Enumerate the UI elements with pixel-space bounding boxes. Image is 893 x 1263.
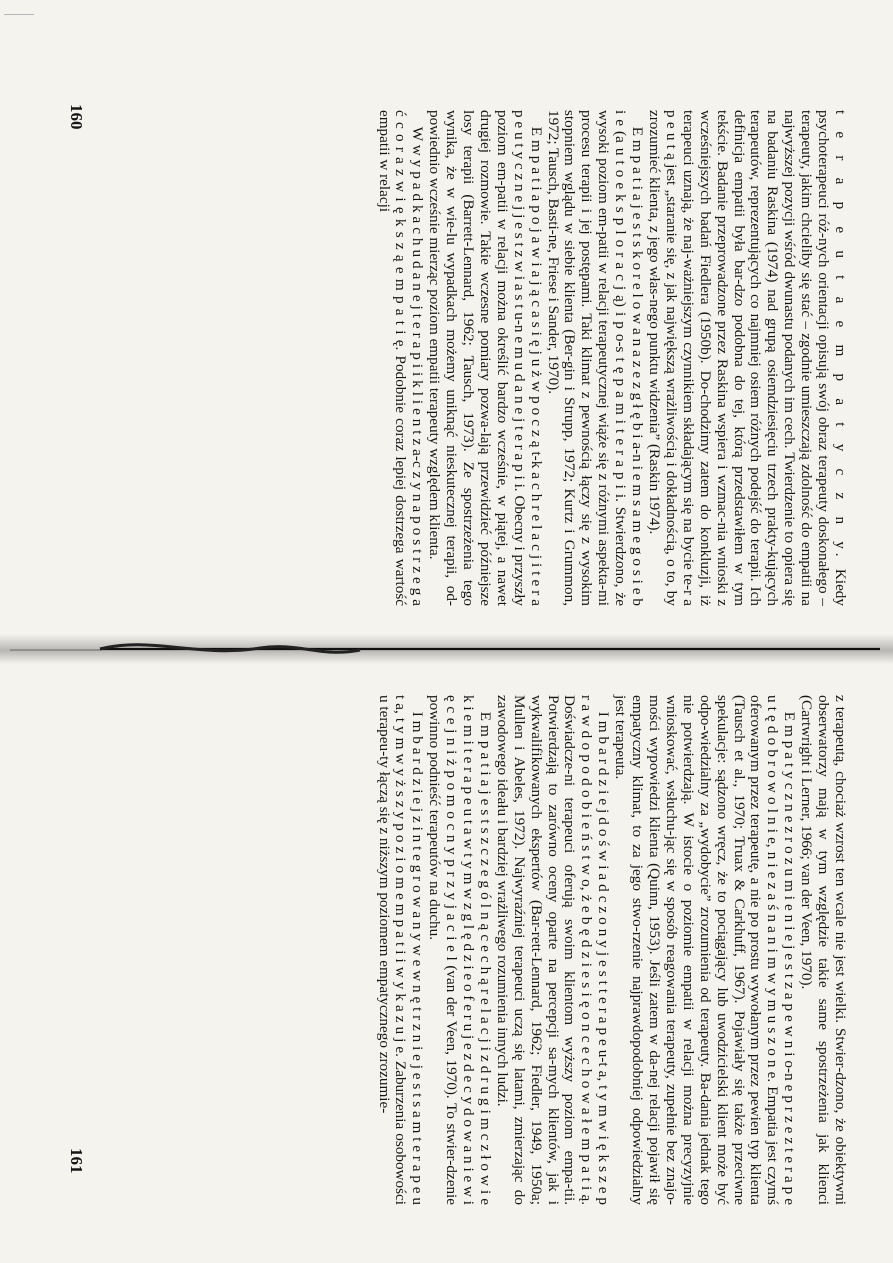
paragraph: E m p a t i a j e s t s z c z e g ó l n ą c e c h ą r e l a c j i z d r u g i m c z ł o w i e k i e m i t e r a p e u t a w t y m w z g l ę d z i e o f e r u j e z d e c y d o w a n i e w i ę c e j n i ż p o m o c n y p r z y j a c i e l (van der Veen, 1970). To stwier-dzenie powinno podnieść terapeutów na duchu.	[426, 695, 494, 1205]
left-page-text	[113, 110, 848, 606]
right-page-text	[113, 695, 848, 1205]
paragraph: z terapeutą, chociaż wzrost ten wcale nie jest wielki. Stwier-dzono, że obiektywni obserwatorzy mają w tym względzie takie same spostrzeżenia jak klienci (Cartwright i Lerner, 1966; van der Veen, 1970).	[798, 695, 849, 1205]
page-number-right: 161	[67, 1148, 86, 1174]
paragraph: I m b a r d z i e j z i n t e g r o w a n y w e w n ę t r z n i e j e s t s a m t e r a p e u t a, t y m w y ż s z y p o z i o m e m p a t i i w y k a z u j e. Zaburzenia osobowości u terapeu-ty łączą się z niższym poziomem empatycznego zrozumie-	[375, 695, 427, 1205]
paragraph: E m p a t i a p o j a w i a j ą c a s i ę j u ż w p o c z ą t-k a c h r e l a c j i t e r a p e u t y c z n e j j e s t z w i a s t u-n e m u d a n e j t e r a p i i. Obecny i przyszły poziom em-patii w relacji można określić bardzo wcześnie, w piątej, a nawet drugiej rozmowie. Takie wczesne pomiary pozwa-lają przewidzieć późniejsze losy terapii (Barrett-Lennard, 1962; Tausch, 1973). Ze spostrzeżenia tego wynika, że w wie-lu wypadkach możemy uniknąć nieskutecznej terapii, od-powiednio wcześnie mierząc poziom empatii terapeuty względem klienta.	[426, 110, 545, 607]
page-number-left: 160	[67, 104, 86, 130]
page-fold	[0, 628, 893, 688]
scan-mark	[4, 14, 34, 15]
paragraph: E m p a t y c z n e z r o z u m i e n i e j e s t z a p e w n i o-n e p r z e z t e r a p e u t ę d o b r o w o l n i e, n i e z a ś n a n i m w y m u s z o n e. Empatia jest czymś oferowanym przez terapeutę, a nie po prostu wywołanym przez pewien typ klienta (Tausch et al., 1970; Truax & Carkhuff, 1967). Pojawiały się także przeciwne spekulacje: sądzono wręcz, że to pociągający lub uwodzicielski klient może być odpo-wiedzialny za „wydobycie” zrozumienia od terapeuty. Ba-dania jednak tego nie potwierdzają. W istocie o poziomie empatii w relacji można precyzyjnie wnioskować, wsłuchu-jąc się w sposób reagowania terapeuty, zupełnie bez znajo-mości wypowiedzi klienta (Quinn, 1953). Jeśli zatem w da-nej relacji pojawił się empatyczny klimat, to za jego stwo-rzenie najprawdopodobniej odpowiedzialny jest terapeuta.	[612, 695, 799, 1205]
paragraph: t e r a p e u t a e m p a t y c z n y. Kiedy psychoterapeuci róż-nych orientacji opisują swój obraz terapeuty doskonałego – terapeuty, jakim chcieliby się stać – zgodnie umieszczają zdolność do empatii na najwyższej pozycji wśród dwunastu podanych im cech. Twierdzenie to opiera się na badaniu Raskina (1974) nad grupą osiemdziesięciu trzech prakty-kujących terapeutów, reprezentujących co najmniej osiem różnych podejść do terapii. Ich definicja empatii była bar-dzo podobna do tej, którą przedstawiłem w tym tekście. Badanie przeprowadzone przez Raskina wspiera i wzmac-nia wnioski z wcześniejszych badań Fiedlera (1950b). Do-chodzimy zatem do konkluzji, iż terapeuci uznają, że naj-ważniejszym czynnikiem składającym się na bycie te-r a p e u t ą jest „staranie się, z jak największą wrażliwością i dokładnością, o to, by zrozumieć klienta, z jego włas-nego punktu widzenia” (Raskin 1974).	[646, 110, 849, 606]
paragraph: E m p a t i a j e s t s k o r e l o w a n a z e z g ł ę b i a-n i e m s a m e g o s i e b i e (a u t o e k s p l o r a c j ą) i p o-s t ę p a m i t e r a p i i. Stwierdzono, że wysoki poziom em-patii w relacji terapeutycznej wiąże się z różnymi aspekta-mi procesu terapii i jej postępami. Taki klimat z pewnością łączy się z wysokim stopniem wglądu w siebie klienta (Ber-gin i Strupp, 1972; Kurtz i Grummon, 1972; Tausch, Basti-ne, Friese i Sander, 1970).	[544, 110, 647, 606]
paragraph: W w y p a d k a c h u d a n e j t e r a p i i k l i e n t z a-c z y n a p o s t r z e g a ć c o r a z w i ę k s z ą e m p a t i ę. Podobnie coraz lepiej dostrzega wartość empatii w relacji	[375, 110, 427, 606]
paragraph: I m b a r d z i e j d o ś w i a d c z o n y j e s t t e r a p e u-t a, t y m w i ę k s z e p r a w d o p o d o b i e ń s t w o, ż e b ę d z i e s i ę o n c e c h o w a ł e m p a t i ą. Doświadcze-ni terapeuci oferują swoim klientom wyższy poziom empa-tii. Potwierdzają to zarówno oceny oparte na percepcji sa-mych klientów, jak i wykwalifikowanych ekspertów (Bar-rett-Lennard, 1962; Fiedler, 1949, 1950a; Mullen i Abeles, 1972). Najwyraźniej terapeuci uczą się latami, zmierzając do zawodowego ideału i bardziej wrażliwego rozumienia innych ludzi.	[493, 695, 613, 1205]
